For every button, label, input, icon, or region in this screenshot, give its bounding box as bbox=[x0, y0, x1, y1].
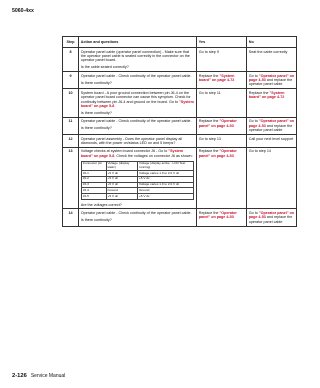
voltage-cell: +5 V dc bbox=[106, 182, 137, 188]
operator-panel-link[interactable]: "Operator panel" on page 4-53 bbox=[248, 119, 295, 128]
yes-cell bbox=[197, 72, 247, 89]
action-cell bbox=[79, 135, 197, 148]
no-cell bbox=[247, 117, 297, 134]
page-number: 2-126 bbox=[12, 373, 27, 379]
troubleshooting-table bbox=[62, 36, 297, 227]
yes-text: Replace the bbox=[198, 149, 220, 154]
step-number: 14 bbox=[63, 209, 79, 226]
no-text: Go to bbox=[248, 119, 259, 124]
header-no: No bbox=[247, 37, 297, 48]
no-text-tail: and replace the operator panel cable bbox=[248, 215, 293, 224]
question-text: Is there continuity? bbox=[80, 110, 112, 115]
yes-cell bbox=[197, 117, 247, 134]
voltage-cell: +5 V dc bbox=[106, 171, 137, 177]
model-number: 5060-4xx bbox=[12, 8, 34, 14]
no-text-tail: and replace the operator panel cable bbox=[248, 78, 293, 87]
step-number: 13 bbox=[63, 147, 79, 209]
operator-panel-link[interactable]: "Operator panel" on page 4-53 bbox=[198, 119, 237, 128]
action-text: Operator panel cable - Check continuity of the operator panel cable. bbox=[80, 73, 192, 78]
header-action: Action and questions bbox=[79, 37, 197, 48]
no-cell: Go to step 14 bbox=[247, 147, 297, 209]
voltage-cell: Voltage varies 1.0 to 2.0 V dc bbox=[137, 182, 193, 188]
voltage-cell: J6-5 bbox=[81, 194, 106, 200]
operator-panel-link[interactable]: "Operator panel" on page 4-53 bbox=[198, 210, 237, 220]
table-row bbox=[63, 89, 297, 118]
voltage-cell: J6-2 bbox=[81, 176, 106, 182]
voltage-header: Voltage (display static) bbox=[106, 161, 137, 170]
yes-cell bbox=[197, 209, 247, 226]
voltage-table bbox=[81, 161, 194, 200]
yes-text: Replace the bbox=[198, 119, 220, 124]
action-cell bbox=[79, 117, 197, 134]
step-number: 8 bbox=[63, 48, 79, 72]
yes-cell bbox=[197, 147, 247, 209]
page-footer bbox=[12, 373, 65, 379]
step-number: 9 bbox=[63, 72, 79, 89]
action-text: Operator panel cable - Check continuity of the operator panel cable. bbox=[80, 119, 192, 124]
header-yes: Yes bbox=[197, 37, 247, 48]
system-board-link[interactable]: "System board" on page 5-8 bbox=[80, 99, 194, 109]
yes-cell: Go to step 13 bbox=[197, 135, 247, 148]
voltage-cell: Voltage varies 1.0 to 2.0 V dc bbox=[137, 171, 193, 177]
yes-text: Replace the bbox=[198, 210, 220, 215]
action-cell bbox=[79, 89, 197, 118]
question-text: Is there continuity? bbox=[80, 80, 112, 85]
voltage-header: Voltage (display active - LCD Test running) bbox=[137, 161, 193, 170]
table-row bbox=[63, 209, 297, 226]
no-text: Go to bbox=[248, 73, 259, 78]
voltage-cell: J6-4 bbox=[81, 188, 106, 194]
table-row bbox=[63, 147, 297, 209]
table-row bbox=[63, 48, 297, 72]
table-row bbox=[63, 135, 297, 148]
question-text: Are the voltages correct? bbox=[80, 202, 122, 207]
header-step: Step bbox=[63, 37, 79, 48]
no-cell: Call your next level support bbox=[247, 135, 297, 148]
question-text: Is there continuity? bbox=[80, 126, 112, 131]
action-text-tail: . Check the voltages on connector J6 as shown: bbox=[114, 153, 193, 158]
table-row bbox=[63, 117, 297, 134]
no-cell bbox=[247, 89, 297, 118]
operator-panel-link[interactable]: "Operator panel" on page 4-53 bbox=[198, 149, 237, 158]
step-number: 11 bbox=[63, 117, 79, 134]
operator-panel-link[interactable]: "Operator panel" on page 4-53 bbox=[248, 73, 295, 83]
yes-text: Replace the bbox=[198, 73, 220, 78]
system-board-link[interactable]: "System board" on page 5-8 bbox=[80, 149, 184, 158]
voltage-row bbox=[81, 194, 193, 200]
step-number: 12 bbox=[63, 135, 79, 148]
step-number: 10 bbox=[63, 89, 79, 118]
voltage-cell: +5 V dc bbox=[137, 176, 193, 182]
question-text: Is there continuity? bbox=[80, 217, 112, 222]
action-text: Voltage checks at system board connector J6 - Go to bbox=[80, 149, 169, 154]
action-text: Operator panel cable - Check continuity of the operator panel cable. bbox=[80, 210, 192, 215]
no-cell bbox=[247, 72, 297, 89]
no-cell: Seat the cable correctly bbox=[247, 48, 297, 72]
table-header-row bbox=[63, 37, 297, 48]
voltage-cell: +5 V dc bbox=[106, 176, 137, 182]
yes-cell: Go to step 11 bbox=[197, 89, 247, 118]
voltage-header-row bbox=[81, 161, 193, 170]
yes-cell: Go to step 9 bbox=[197, 48, 247, 72]
action-cell bbox=[79, 48, 197, 72]
voltage-cell: J6-1 bbox=[81, 171, 106, 177]
action-text: Operator panel cable (operator panel connection) - Make sure that the operator panel cable is seated correctly in the connector on the operator panel board. bbox=[80, 49, 190, 63]
voltage-cell: Ground bbox=[106, 188, 137, 194]
no-text: Replace the bbox=[248, 90, 270, 95]
voltage-header: Connector pin bbox=[81, 161, 106, 170]
voltage-cell: +5 V dc bbox=[106, 194, 137, 200]
action-cell bbox=[79, 147, 197, 209]
no-text: Go to bbox=[248, 210, 259, 215]
voltage-cell: J6-3 bbox=[81, 182, 106, 188]
action-text: Operator panel assembly - Does the operator panel display all diamonds, with the power on/status LED on and 5 beeps? bbox=[80, 136, 183, 145]
system-board-link[interactable]: "System board" on page 4-72 bbox=[248, 90, 285, 100]
footer-title: Service Manual bbox=[30, 373, 66, 379]
no-cell bbox=[247, 209, 297, 226]
operator-panel-link[interactable]: "Operator panel" on page 4-53 bbox=[248, 210, 295, 220]
table-row bbox=[63, 72, 297, 89]
action-text: System board - A poor ground connection between pin J6-4 on the operator panel board connector can cause this symptom. Check for continuity between pin J6-4 and ground on the board. Go to bbox=[80, 90, 191, 104]
action-cell bbox=[79, 209, 197, 226]
action-cell bbox=[79, 72, 197, 89]
no-text-tail: and replace the operator panel cable bbox=[248, 123, 293, 133]
question-text: Is the cable seated correctly? bbox=[80, 65, 129, 70]
voltage-cell: Ground bbox=[137, 188, 193, 194]
voltage-cell: +5 V dc bbox=[137, 194, 193, 200]
system-board-link[interactable]: "System board" on page 4-72 bbox=[198, 73, 235, 83]
